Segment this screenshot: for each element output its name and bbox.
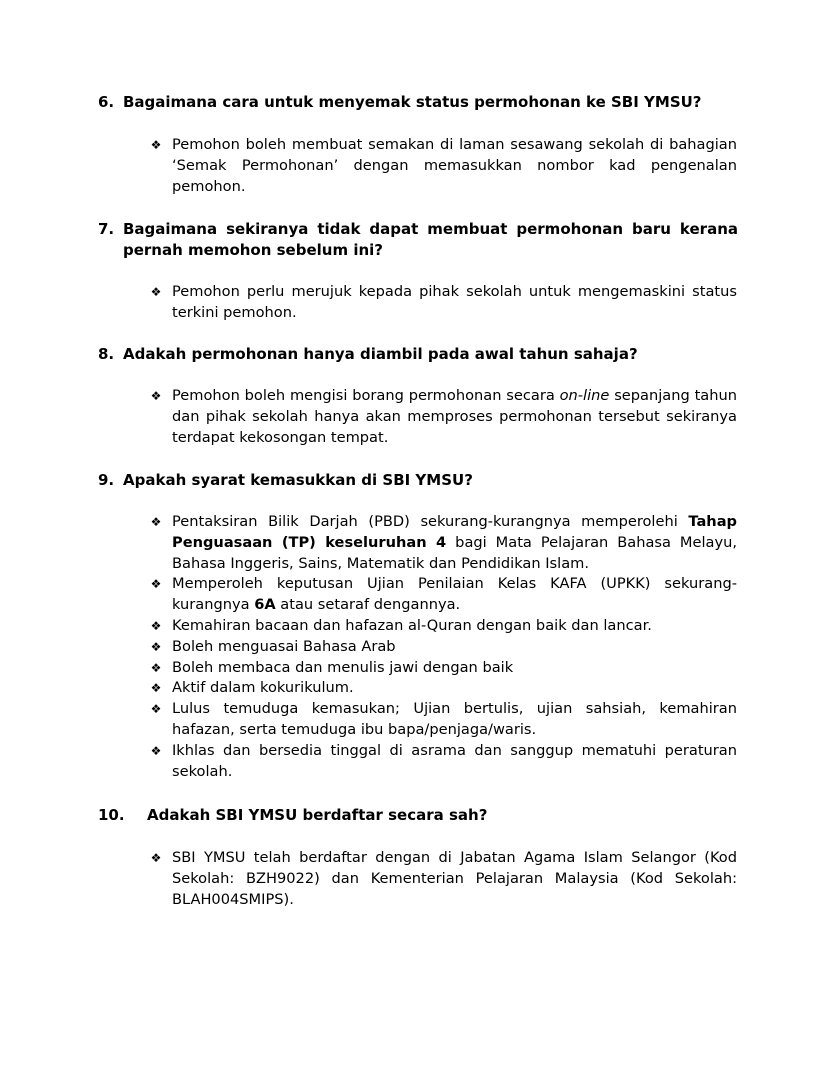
question-text: Adakah permohonan hanya diambil pada awal tahun sahaja?: [123, 345, 638, 363]
diamond-bullet-icon: ❖: [150, 639, 162, 654]
answer-text-part: Memperoleh keputusan Ujian Penilaian Kelas KAFA (UPKK) sekurang-kurangnya: [172, 575, 737, 614]
question-text: Adakah SBI YMSU berdaftar secara sah?: [147, 806, 488, 824]
list-item: [148, 574, 737, 616]
question-text: Bagaimana sekiranya tidak dapat membuat permohonan baru kerana pernah memohon sebelum ini?: [123, 220, 738, 259]
list-item: [148, 512, 737, 574]
list-item: [148, 637, 737, 658]
answer-list-6: [148, 135, 737, 197]
answer-text: Boleh membaca dan menulis jawi dengan baik: [172, 658, 514, 676]
answer-text-part: Pemohon boleh mengisi borang permohonan secara: [172, 387, 560, 404]
diamond-bullet-icon: ❖: [150, 389, 162, 403]
question-9: [98, 470, 738, 491]
question-10: [98, 805, 738, 826]
question-number: 10.: [98, 806, 125, 824]
question-number: 6.: [98, 93, 115, 111]
diamond-bullet-icon: ❖: [150, 681, 162, 696]
diamond-bullet-icon: ❖: [150, 138, 162, 152]
answer-text: [172, 512, 737, 574]
diamond-bullet-icon: ❖: [150, 577, 162, 592]
list-item: [148, 616, 737, 637]
answer-text-bold: Tahap Penguasaan (TP) keseluruhan 4: [172, 513, 737, 551]
list-item: [148, 848, 737, 910]
list-item: [148, 658, 737, 679]
diamond-bullet-icon: ❖: [150, 660, 162, 675]
diamond-bullet-icon: ❖: [150, 618, 162, 633]
answer-list-10: [148, 848, 737, 910]
question-number: 8.: [98, 345, 115, 363]
answer-text: [172, 386, 737, 448]
diamond-bullet-icon: ❖: [150, 702, 162, 717]
answer-text-part: bagi Mata Pelajaran Bahasa Melayu, Bahasa Inggeris, Sains, Matematik dan Pendidikan Islam.: [172, 533, 738, 572]
answer-list-7: [148, 282, 737, 324]
answer-text: SBI YMSU telah berdaftar dengan di Jabatan Agama Islam Selangor (Kod Sekolah: BZH9022) dan Kementerian Pelajaran Malaysia (Kod Sekolah: BLAH004SMIPS).: [172, 849, 737, 908]
list-item: [148, 386, 737, 448]
answer-text: Boleh menguasai Bahasa Arab: [172, 637, 396, 655]
question-number: 9.: [98, 471, 115, 489]
question-text: Apakah syarat kemasukkan di SBI YMSU?: [123, 471, 473, 489]
list-item: [148, 699, 737, 741]
diamond-bullet-icon: ❖: [150, 851, 162, 865]
question-8: [98, 344, 738, 365]
list-item: [148, 741, 737, 783]
question-6: [98, 92, 738, 113]
answer-text-bold: 6A: [254, 596, 276, 614]
list-item: [148, 135, 737, 197]
question-number: 7.: [98, 220, 115, 238]
answer-text: Lulus temuduga kemasukan; Ujian bertulis, ujian sahsiah, kemahiran hafazan, serta temuduga ibu bapa/penjaga/waris.: [172, 700, 737, 738]
diamond-bullet-icon: ❖: [150, 285, 162, 299]
question-7: [98, 219, 738, 261]
answer-text-part: atau setaraf dengannya.: [275, 596, 461, 614]
answer-text: Ikhlas dan bersedia tinggal di asrama dan sanggup mematuhi peraturan sekolah.: [172, 741, 737, 780]
diamond-bullet-icon: ❖: [150, 515, 162, 529]
answer-text: Pemohon perlu merujuk kepada pihak sekolah untuk mengemaskini status terkini pemohon.: [172, 283, 737, 321]
answer-text: [172, 574, 737, 616]
answer-text-italic: on-line: [559, 387, 610, 404]
answer-text: Kemahiran bacaan dan hafazan al-Quran dengan baik dan lancar.: [172, 616, 652, 634]
question-text: Bagaimana cara untuk menyemak status permohonan ke SBI YMSU?: [123, 93, 702, 111]
list-item: [148, 678, 737, 699]
answer-text: Pemohon boleh membuat semakan di laman sesawang sekolah di bahagian ‘Semak Permohonan’ dengan memasukkan nombor kad pengenalan pemohon.: [172, 136, 737, 195]
answer-text-part: Pentaksiran Bilik Darjah (PBD) sekurang-kurangnya memperolehi: [172, 513, 689, 530]
answer-text: Aktif dalam kokurikulum.: [172, 679, 354, 697]
answer-text-part: sepanjang tahun dan pihak sekolah hanya akan memproses permohonan tersebut sekiranya terdapat kekosongan tempat.: [172, 387, 737, 446]
answer-list-9: [148, 512, 737, 782]
answer-list-8: [148, 386, 737, 448]
diamond-bullet-icon: ❖: [150, 743, 162, 758]
list-item: [148, 282, 737, 324]
